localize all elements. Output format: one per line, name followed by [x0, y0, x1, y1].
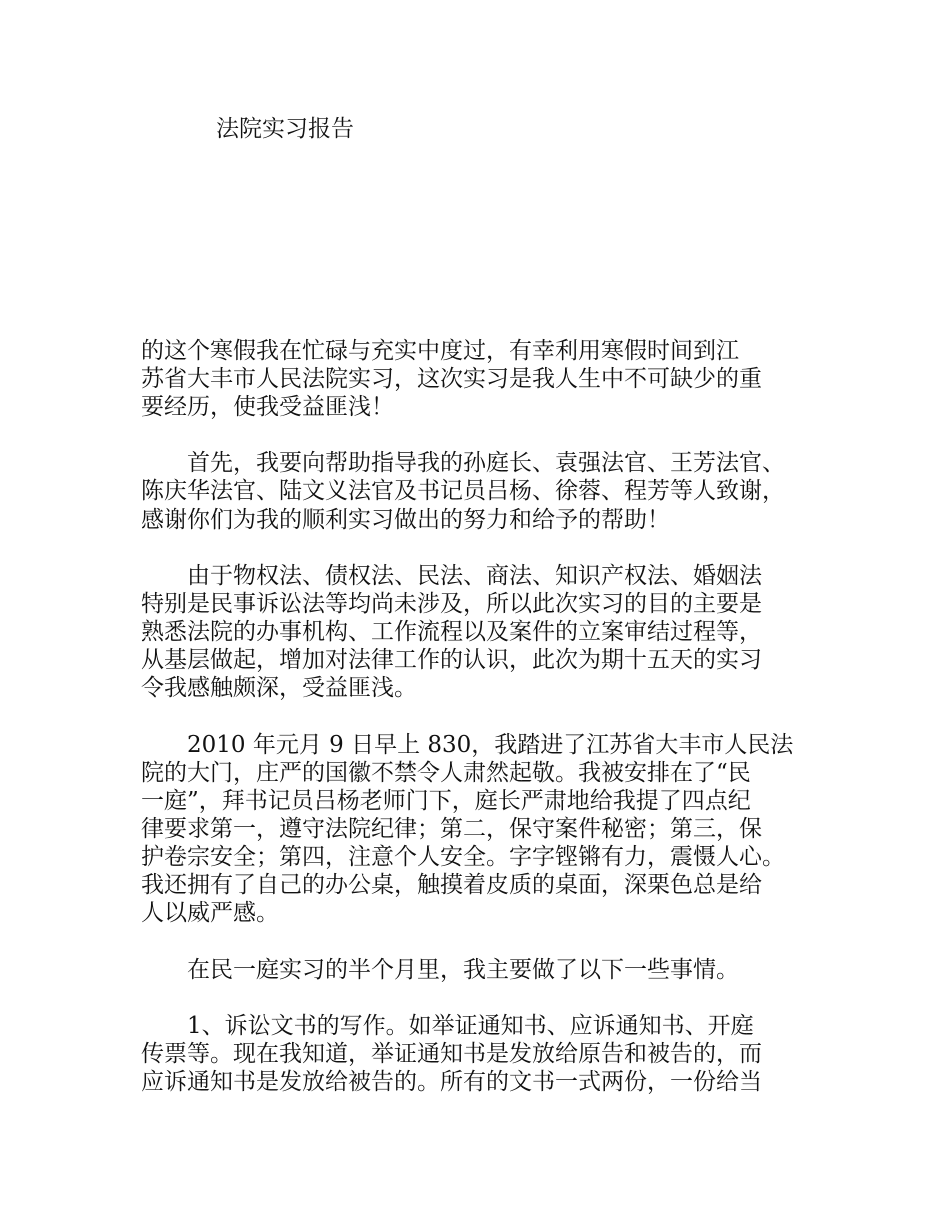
- paragraph-line: 感谢你们为我的顺利实习做出的努力和给予的帮助！: [141, 507, 670, 533]
- paragraph-line: 从基层做起，增加对法律工作的认识，此次为期十五天的实习: [141, 647, 762, 673]
- paragraph-line: 令我感触颇深，受益匪浅。: [141, 675, 417, 701]
- paragraph-line: 熟悉法院的办事机构、工作流程以及案件的立案审结过程等，: [141, 619, 762, 645]
- paragraph-line: 由于物权法、债权法、民法、商法、知识产权法、婚姻法: [141, 563, 762, 589]
- paragraph-line: 律要求第一，遵守法院纪律；第二，保守案件秘密；第三，保: [141, 816, 762, 842]
- paragraph-line: 在民一庭实习的半个月里，我主要做了以下一些事情。: [141, 957, 739, 983]
- paragraph-line: 1、诉讼文书的写作。如举证通知书、应诉通知书、开庭: [141, 1013, 754, 1039]
- paragraph-line: 特别是民事诉讼法等均尚未涉及，所以此次实习的目的主要是: [141, 591, 762, 617]
- paragraph-line: 传票等。现在我知道，举证通知书是发放给原告和被告的，而: [141, 1041, 762, 1067]
- paragraph-line: 应诉通知书是发放给被告的。所有的文书一式两份，一份给当: [141, 1069, 762, 1095]
- paragraph-line: 一庭”，拜书记员吕杨老师门下，庭长严肃地给我提了四点纪: [141, 788, 751, 814]
- paragraph-line: 我还拥有了自己的办公桌，触摸着皮质的桌面，深栗色总是给: [141, 872, 762, 898]
- paragraph-line: 要经历，使我受益匪浅！: [141, 394, 394, 420]
- paragraph-line: 的这个寒假我在忙碌与充实中度过，有幸利用寒假时间到江: [141, 338, 739, 364]
- paragraph-line: 2010 年元月 9 日早上 830，我踏进了江苏省大丰市人民法: [141, 732, 794, 758]
- paragraph-line: 院的大门，庄严的国徽不禁令人肃然起敬。我被安排在了“民: [141, 760, 751, 786]
- document-title: 法院实习报告: [216, 116, 354, 142]
- paragraph-line: 护卷宗安全；第四，注意个人安全。字字铿锵有力，震慑人心。: [141, 844, 785, 870]
- paragraph-line: 首先，我要向帮助指导我的孙庭长、袁强法官、王芳法官、: [141, 450, 785, 476]
- paragraph-line: 苏省大丰市人民法院实习，这次实习是我人生中不可缺少的重: [141, 366, 762, 392]
- paragraph-line: 陈庆华法官、陆文义法官及书记员吕杨、徐蓉、程芳等人致谢，: [141, 478, 785, 504]
- paragraph-line: 人以威严感。: [141, 900, 279, 926]
